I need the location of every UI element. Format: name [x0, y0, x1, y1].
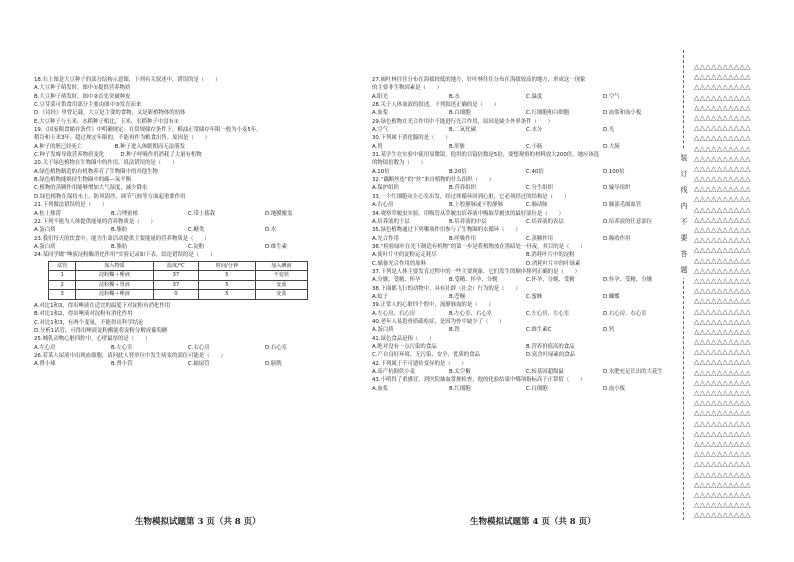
q39-options	[372, 310, 680, 318]
option: D.血浆和血小板	[603, 110, 642, 117]
option: D.100倍	[603, 168, 625, 175]
triangle-row: △△△△△△△△△△	[694, 460, 751, 469]
option: B.营养价值高的食品	[526, 344, 575, 350]
table-cell: 淀粉糊＋唾液	[76, 271, 153, 281]
q25-options	[34, 344, 342, 352]
text-line: 20.关于绿色植物在生物圈中的作用，说法错误的是（ ）	[34, 160, 178, 167]
option: B.脂肪	[111, 243, 128, 250]
table-cell: 37	[153, 271, 199, 281]
option: C.分生组织	[526, 185, 554, 192]
option: B.太空椒	[449, 369, 471, 376]
triangle-row: △△△△△△△△△△	[694, 439, 751, 448]
option: B.对比1和2，得出唾液对淀粉有消化作用	[34, 311, 133, 318]
option: A.保护组织	[372, 185, 399, 192]
triangle-row: △△△△△△△△△△	[694, 480, 751, 489]
triangle-row: △△△△△△△△△△	[694, 256, 751, 265]
text-line: D.《诗经》里曾记载，大豆是主要的食物，又是新植物体的幼体	[34, 110, 186, 117]
option: D.光	[603, 127, 615, 134]
triangle-row: △△△△△△△△△△	[694, 338, 751, 347]
option: D.蝴蝶	[603, 293, 620, 300]
question-stem: 29.绿色植物在光合作用中不能进行光合作用，原因是缺少外界条件（ ）	[372, 118, 554, 125]
question-stem: 40.老年人易患骨质疏松症，是因为骨中缺少了（ ）	[372, 318, 505, 325]
option: A.蚊子	[372, 293, 389, 300]
triangle-row: △△△△△△△△△△	[694, 83, 751, 92]
triangle-row: △△△△△△△△△△	[694, 246, 751, 255]
q41-options-row-2	[372, 351, 680, 359]
option: C.红细胞和白细胞	[526, 110, 570, 117]
option: C.温度	[526, 93, 543, 100]
table-cell: 1	[49, 271, 76, 281]
triangle-row: △△△△△△△△△△	[694, 195, 751, 204]
table-cell: 变蓝	[255, 290, 307, 300]
text-line: 27.阔叶林往往分布在海拔较低的地方，针叶林往往分布在海拔较高的地方，形成这一现象	[372, 77, 586, 83]
option: C.小肠	[526, 143, 543, 150]
option: A.左心房	[34, 344, 56, 351]
option: C.对比1和3，有两个变量，不能得出科学结论	[34, 319, 144, 326]
option: D.分析1试管，可得出唾液淀粉酶能将淀粉分解成葡萄糖	[34, 327, 168, 334]
triangle-row: △△△△△△△△△△	[694, 205, 751, 214]
option: A.血浆	[372, 110, 389, 117]
triangle-row: △△△△△△△△△△	[694, 368, 751, 377]
q36-options-row-1	[372, 251, 680, 259]
option: A.右心房	[372, 202, 394, 209]
table-row	[49, 271, 308, 281]
option: A.血浆	[372, 385, 389, 392]
option: C.转基因超级鼠	[526, 369, 564, 376]
table-cell: 淀粉糊＋胃液	[76, 280, 153, 290]
triangle-row: △△△△△△△△△△	[694, 490, 751, 499]
triangle-row: △△△△△△△△△△	[694, 389, 751, 397]
option: D.钙	[603, 327, 615, 334]
q28-options	[372, 109, 680, 117]
binding-char: 答	[680, 250, 688, 258]
binding-margin-notice	[678, 150, 690, 278]
binding-char: 装	[680, 154, 688, 162]
text-line: C.植物的蒸腾作用能够增加大气湿度，减少降水	[34, 185, 148, 192]
option: B.二氧化碳	[449, 127, 476, 134]
q41-options-row-1	[372, 343, 680, 351]
option: C.右心房	[188, 344, 210, 351]
page-4-column	[372, 76, 680, 393]
triangle-row: △△△△△△△△△△	[694, 297, 751, 306]
table-header-row	[49, 261, 308, 271]
option: B.消耗叶片中的淀粉	[526, 252, 575, 259]
option: B.20倍	[449, 168, 467, 175]
option: D.地膜覆盖	[265, 210, 293, 217]
option: B.肝脏	[449, 143, 466, 150]
table-row	[49, 290, 308, 300]
q33-options	[372, 201, 680, 209]
binding-char: 订	[680, 170, 688, 178]
triangle-row: △△△△△△△△△△	[694, 175, 751, 184]
option: C.培养液的表层	[526, 218, 564, 225]
triangle-row: △△△△△△△△△△	[694, 63, 751, 71]
table-cell: 5	[199, 271, 255, 281]
option: A.左心房、右心房	[372, 310, 416, 317]
option: C.输尿管	[188, 361, 210, 368]
text-line: 的主要非生物因素是（ ）	[372, 85, 443, 92]
triangle-row: △△△△△△△△△△	[694, 154, 751, 163]
option: A.培养液的下层	[372, 218, 410, 225]
q22-options	[34, 226, 342, 234]
table-cell: 不变蓝	[255, 271, 307, 281]
question-stem: 34.观察草履虫实验，用吸管从草履虫培养液中吸取草履虫的最好部位是（ ）	[372, 210, 564, 217]
option: D.水	[265, 227, 277, 234]
question-stem: 33.一个红细胞从左心室出发，经过体循环回到心脏，它必须经过的结构是（ ）	[372, 193, 570, 200]
option: A.蛋白质	[34, 243, 56, 250]
option: A.阳光	[372, 93, 389, 100]
triangle-row: △△△△△△△△△△	[694, 144, 751, 153]
triangle-row: △△△△△△△△△△	[694, 226, 751, 234]
triangle-row: △△△△△△△△△△	[694, 317, 751, 326]
text-line: A.大豆种子萌发时，图中①提供营养物质	[34, 85, 131, 92]
question-stem: 37.下列是人体主要发育过程中的一些主要现象，它们发生的顺序排列正确的是（ ）	[372, 268, 581, 275]
q27-options	[372, 93, 680, 101]
option: A.10倍	[372, 168, 390, 175]
triangle-row: △△△△△△△△△△	[694, 307, 751, 316]
option: C.维生素C	[526, 327, 552, 334]
triangle-row: △△△△△△△△△△	[694, 164, 751, 173]
option: B.铁	[449, 327, 460, 334]
question-stem: 36.“检验绿叶在光下制造有机物”的第一步是将植物放在黑暗处一昼夜，其目的是（ ）	[372, 243, 586, 250]
option: B.白细胞	[449, 110, 471, 117]
option: D.肺部毛细血管	[603, 202, 642, 209]
table-cell: 0	[153, 290, 199, 300]
triangle-row: △△△△△△△△△△	[694, 93, 751, 102]
triangle-row: △△△△△△△△△△	[694, 327, 751, 336]
question-stem: 22.下列不能为人体提供能量的营养物质是（ ）	[34, 218, 156, 225]
option: B.左心室	[111, 344, 133, 351]
option: D.维生素	[265, 243, 288, 250]
triangle-row: △△△△△△△△△△	[694, 399, 751, 408]
option: D.膀胱	[265, 361, 282, 368]
option: A.松土排涝	[34, 210, 61, 217]
page-3-column	[34, 76, 342, 369]
q35-options	[372, 235, 680, 243]
option: B.水	[449, 93, 460, 100]
option: A.胃	[372, 143, 383, 150]
question-stem: 35.绿色植物通过下列哪项作用参与了生物圈的水循环（ ）	[372, 227, 521, 234]
question-stem: 31.某学生在实验中使用显微镜，他用的目镜倍数是5倍，要想观察的材料放大200倍，她应该选	[372, 152, 600, 159]
option: A.对比1和3，得出唾液在适宜的温度下对淀粉有消化作用	[34, 302, 171, 309]
question-stem: 39.正常人的心脏四个腔中，流静脉血的是（ ）	[372, 302, 494, 309]
option: A.光合作用	[372, 235, 399, 242]
option: B.苍蝇	[449, 293, 466, 300]
triangle-row: △△△△△△△△△△	[694, 287, 751, 296]
option: D.右心室	[265, 344, 288, 351]
triangle-row: △△△△△△△△△△	[694, 429, 751, 438]
q30-options	[372, 143, 680, 151]
option: A.使叶片中的淀粉运走耗尽	[372, 252, 437, 259]
option: C.水分	[526, 127, 543, 134]
option: D.消耗叶片中的叶绿素	[526, 260, 581, 267]
question-stem: 42.下列属于不可遗传变异的是（ ）	[372, 360, 467, 367]
table-cell: 2	[49, 280, 76, 290]
q37-options	[372, 276, 680, 284]
binding-char: 题	[680, 266, 688, 274]
triangle-row: △△△△△△△△△△	[694, 470, 751, 479]
option: D.血小板	[603, 385, 626, 392]
option: D.水肥充足长出的大花生	[603, 369, 663, 376]
option: B.上腔静脉或下腔静脉	[449, 202, 503, 209]
triangle-row: △△△△△△△△△△	[694, 236, 751, 245]
option: C.糖类	[188, 227, 205, 234]
triangle-row: △△△△△△△△△△	[694, 124, 751, 133]
table-row	[49, 280, 308, 290]
triangle-row: △△△△△△△△△△	[694, 348, 751, 357]
text-line: D.绿色植物在保持水土、防风固沙、调节气候等方面起重要作用	[34, 193, 186, 200]
option: D.培养液的任意部位	[603, 218, 652, 225]
triangle-row: △△△△△△△△△△	[694, 113, 751, 122]
triangle-row: △△△△△△△△△△	[694, 378, 751, 387]
option: A.高产抗倒伏小麦	[372, 369, 416, 376]
triangle-row: △△△△△△△△△△	[694, 501, 751, 510]
q31-options	[372, 168, 680, 176]
binding-char: 内	[680, 202, 688, 210]
option: D.大肠	[603, 143, 620, 150]
text-line: 稻谷和玉米3年。超过规定年限的，不能再作为粮食出售。原因是（ ）	[34, 135, 210, 142]
triangle-row: △△△△△△△△△△	[694, 185, 751, 194]
table-cell: 5	[199, 280, 255, 290]
q40-options	[372, 326, 680, 334]
option: C.蜜蜂	[526, 293, 543, 300]
option: B.受精、怀孕、分娩	[449, 277, 498, 284]
text-line: 21.下列做法错误的是（ ）	[34, 202, 108, 209]
binding-char: 要	[680, 234, 688, 242]
table-header: 加入物质	[76, 261, 153, 271]
table-cell: 变蓝	[255, 280, 307, 290]
option: C.肺动脉	[526, 202, 548, 209]
option: B.呼吸作用	[449, 235, 476, 242]
text-line: C.豆芽菜可供食用部分主要由图中③发育而来	[34, 102, 142, 109]
question-stem: 23.我们每天的饮食中，能为生命活动提供主要能量的营养物质是（ ）	[34, 235, 210, 242]
q23-options	[34, 243, 342, 251]
question-stem: 28.关于人体血液的叙述，下列叙述正确的是（ ）	[372, 102, 500, 109]
q32-options	[372, 184, 680, 192]
option: A.蛋白质	[34, 227, 56, 234]
option: B.合理密植	[111, 210, 138, 217]
option: B.红细胞	[449, 385, 471, 392]
option: C.怀孕、分娩、受精	[526, 277, 575, 284]
triangle-row: △△△△△△△△△△	[694, 266, 751, 275]
triangle-row: △△△△△△△△△△	[694, 103, 751, 112]
option: A.绝对没有一点污染的食品	[372, 344, 437, 350]
triangle-row: △△△△△△△△△△	[694, 450, 751, 459]
question-stem: 的物镜倍数为（ ）	[372, 160, 426, 167]
triangle-row: △△△△△△△△△△	[694, 419, 751, 428]
q26-options	[34, 360, 342, 368]
question-stem: 43.小明得了重感冒，到医院抽血常规检查，他的化验结果中哪项指标高于正常值（ ）	[372, 377, 586, 384]
table-cell: 淀粉糊＋唾液	[76, 290, 153, 300]
question-stem: 38.下面都飞行的动物中，具有社群（社会）行为的是（ ）	[372, 285, 521, 292]
q42-options	[372, 368, 680, 376]
binding-char: 不	[680, 218, 688, 226]
option: C.储备光合作用的原料	[372, 260, 426, 267]
option: A.空气	[372, 127, 389, 134]
text-line: C.种子发霉导致营养物质变化 D.种子呼吸作用消耗了大量有机物	[34, 152, 202, 159]
binding-line	[683, 50, 684, 520]
question-stem: 32.“藕断丝连”的“丝”来自植物的什么组织（ ）	[372, 177, 495, 184]
option: C.40倍	[526, 168, 544, 175]
option: D.富含叶绿素的食品	[526, 352, 575, 359]
table-header: 时间/分钟	[199, 261, 255, 271]
q38-options	[372, 293, 680, 301]
triangle-decoration	[694, 62, 751, 520]
text-line: 18.右上图是大豆种子的部分结构示意图，下列有关叙述中，错误的是（ ）	[34, 77, 221, 83]
table-header: 试管	[49, 261, 76, 271]
question-stem: 25.哺乳动物心脏四腔中，心壁最厚的是（ ）	[34, 336, 151, 343]
question-stem: 26.若某人尿液中出现血细胞，请问此人肾单位中发生病变的部位可能是（ ）	[34, 353, 226, 359]
page-footer-right: 生物模拟试题第 4 页（共 8 页）	[470, 517, 596, 527]
option: D.怀孕、受精、分娩	[603, 277, 652, 284]
triangle-row: △△△△△△△△△△	[694, 73, 751, 82]
option: A.分娩、受精、怀孕	[372, 277, 421, 284]
triangle-row: △△△△△△△△△△	[694, 358, 751, 367]
option: B.营养组织	[449, 185, 476, 192]
option: C.产自良好环境、无污染、安全、优质的食品	[372, 352, 480, 359]
option: C.带土移栽	[188, 210, 216, 217]
experiment-table	[48, 261, 308, 300]
option: B.肾小管	[111, 361, 133, 368]
text-line: A.种子的胚已经死亡 B.种子进入休眠期而无法萌发	[34, 143, 185, 150]
triangle-row: △△△△△△△△△△	[694, 409, 751, 418]
text-line: 19.《国家粮食储存条件》中明确规定：在常规储存条件下，粮油正常储存年限一般为小麦5年，	[34, 127, 262, 134]
option: D.右心房、右心室	[603, 310, 647, 317]
table-cell: 37	[153, 280, 199, 290]
q36-options-row-2	[372, 260, 680, 268]
q21-options	[34, 210, 342, 218]
text-line: B.大豆种子萌发时，图中②首先突破种皮	[34, 93, 131, 100]
table-header: 温度/℃	[153, 261, 199, 271]
option: C.白细胞	[526, 385, 548, 392]
question-stem: 24.某同学做“唾液淀粉酶消化作用”实验记录如下表，结论错误的是（ ）	[34, 252, 216, 259]
q43-options	[372, 385, 680, 393]
page-footer-left: 生物模拟试题第 3 页（共 8 页）	[135, 517, 261, 527]
q29-options	[372, 126, 680, 134]
table-header: 加入碘液	[255, 261, 307, 271]
option: A.蛋白质	[372, 327, 394, 334]
question-stem: 41.绿色食品是指（ ）	[372, 335, 435, 342]
binding-char: 线	[680, 186, 688, 194]
triangle-row: △△△△△△△△△△	[694, 276, 751, 285]
option: C.左心房、左心室	[526, 310, 570, 317]
question-stem: 30.下列属于消化腺的是（ ）	[372, 135, 451, 142]
option: C.淀粉	[188, 243, 205, 250]
option: D.输导组织	[603, 185, 631, 192]
option: B.左心室、右心室	[449, 310, 493, 317]
text-line: E.大豆种子与玉米、水稻种子相比，玉米、水稻种子中没有①	[34, 118, 179, 125]
option: A.肾小球	[34, 361, 56, 368]
option: B.培养液的中层	[449, 218, 487, 225]
option: B.脂肪	[111, 227, 128, 234]
text-line: A.绿色植物制造的有机物养育了生物圈中的其他生物	[34, 168, 158, 175]
option: D.吸收作用	[603, 235, 631, 242]
table-cell: 3	[49, 290, 76, 300]
triangle-row: △△△△△△△△△△	[694, 511, 751, 520]
table-cell: 5	[199, 290, 255, 300]
text-line: B.绿色植物能维持生物圈中的碳—氧平衡	[34, 177, 132, 184]
triangle-row: △△△△△△△△△△	[694, 215, 751, 224]
option: D.空气	[603, 93, 620, 100]
option: C.蒸腾作用	[526, 235, 554, 242]
triangle-row: △△△△△△△△△△	[694, 134, 751, 143]
q34-options	[372, 218, 680, 226]
